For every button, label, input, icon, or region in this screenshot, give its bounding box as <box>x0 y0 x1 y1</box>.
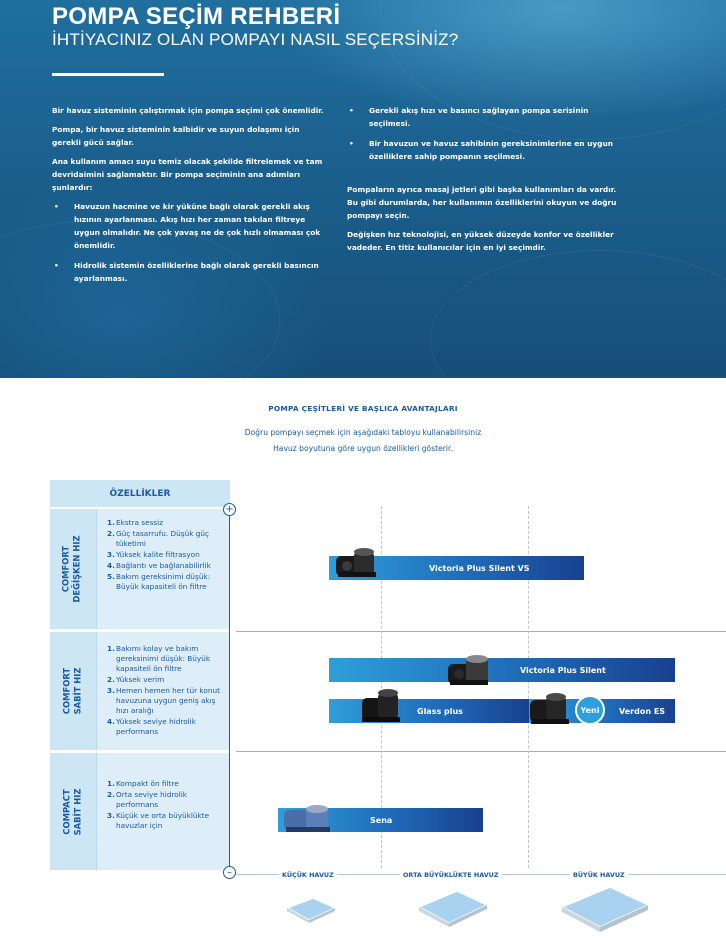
feature-list <box>96 753 230 870</box>
feature-item: 5. Bakım gereksinimi düşük: Büyük kapasiteli ön filtre <box>107 572 211 591</box>
pump-image <box>446 650 492 690</box>
pump-image <box>334 542 380 582</box>
pump-image <box>358 686 404 726</box>
section-description-line: Havuz boyutuna göre uygun özellikleri gösterir. <box>273 444 453 453</box>
medium-pool-icon <box>415 887 491 933</box>
section-title: POMPA ÇEŞİTLERİ VE BAŞLICA AVANTAJLARI <box>268 404 458 413</box>
water-ripple <box>430 250 726 378</box>
group-label <box>50 632 94 750</box>
feature-item: 1. Bakımı kolay ve bakım gereksinimi düşük: Büyük kapasiteli ön filtre <box>107 644 211 673</box>
product-name: Glass plus <box>417 706 463 716</box>
page-title: POMPA SEÇİM REHBERİ <box>52 3 341 30</box>
product-name: Victoria Plus Silent <box>520 665 606 675</box>
group-comfort-fixed <box>50 632 230 750</box>
group-label-line: COMFORT <box>61 667 71 715</box>
product-name: Verdon ES <box>619 706 666 716</box>
minus-icon: – <box>223 866 236 879</box>
intro-paragraph: Pompaların ayrıca masaj jetleri gibi başka kullanımları da vardır. Bu gibi durumlarda, her kullanımın özelliklerini okuyun ve doğru pompayı seçin. <box>347 185 617 220</box>
intro-paragraph: Bir havuz sisteminin çalıştırmak için pompa seçimi çok önemlidir. <box>52 106 324 115</box>
group-divider <box>236 631 726 632</box>
group-label <box>50 509 94 629</box>
feature-item: 3. Yüksek kalite filtrasyon <box>107 550 200 559</box>
pool-size-label-small: KÜÇÜK HAVUZ <box>279 871 337 879</box>
intro-paragraph: Ana kullanım amacı suyu temiz olacak şekilde filtrelemek ve tam devridaimini sağlamaktır. Bir pompa seçiminin ana adımları şunlardır: <box>52 157 323 192</box>
small-pool-icon <box>283 894 339 924</box>
feature-item: 1. Kompakt ön filtre <box>107 779 179 788</box>
intro-bullet: • Gerekli akış hızı ve basıncı sağlayan pompa serisinin seçilmesi. <box>347 104 622 130</box>
intro-bullet: • Hidrolik sistemin özelliklerine bağlı olarak gerekli basıncın ayarlanması. <box>52 259 324 285</box>
feature-item: 2. Güç tasarrufu. Düşük güç tüketimi <box>107 529 210 548</box>
group-label <box>50 753 94 870</box>
group-label-line: COMPACT <box>61 788 71 835</box>
feature-item: 1. Ekstra sessiz <box>107 518 164 527</box>
group-divider <box>236 751 726 752</box>
pool-size-label-large: BÜYÜK HAVUZ <box>570 871 628 879</box>
intro-bullet-list <box>347 104 622 163</box>
feature-item: 2. Yüksek verim <box>107 675 165 684</box>
large-pool-icon <box>558 883 652 937</box>
group-label-line: DEĞİŞKEN HIZ <box>72 535 82 603</box>
feature-item: 3. Küçük ve orta büyüklükte havuzlar için <box>107 811 210 830</box>
page-subtitle: İHTİYACINIZ OLAN POMPAYI NASIL SEÇERSİNİZ? <box>52 30 459 49</box>
pool-size-label-medium: ORTA BÜYÜKLÜKTE HAVUZ <box>400 871 502 879</box>
intro-left-column <box>52 104 324 293</box>
performance-axis <box>229 508 230 874</box>
group-label-line: SABİT HIZ <box>72 788 82 835</box>
intro-right-column <box>347 104 622 260</box>
section-description <box>0 425 726 457</box>
feature-item: 2. Orta seviye hidrolik performans <box>107 790 188 809</box>
feature-item: 3. Hemen hemen her tür konut havuzuna uygun geniş akış hızı aralığı <box>107 686 220 715</box>
pump-image <box>282 798 336 838</box>
product-name: Victoria Plus Silent VS <box>429 563 530 573</box>
new-badge: Yeni <box>575 695 605 725</box>
feature-list <box>96 632 230 750</box>
intro-bullet: • Havuzun hacmine ve kir yüküne bağlı olarak gerekli akış hızının ayarlanması. Akış hızı her zaman takılan filtreye uygun olmalıdır. Ne çok yavaş ne de çok hızlı olmaması çok önemlidir. <box>52 200 324 252</box>
product-bar-victoria-plus-silent <box>329 658 675 682</box>
group-compact-fixed <box>50 753 230 870</box>
section-description-line: Doğru pompayı seçmek için aşağıdaki tabloyu kullanabilirsiniz <box>244 428 482 437</box>
intro-bullet-list <box>52 200 324 285</box>
plus-icon: + <box>223 503 236 516</box>
group-label-line: COMFORT <box>61 545 71 593</box>
feature-list <box>96 509 230 629</box>
hero-banner <box>0 0 726 378</box>
intro-bullet: • Bir havuzun ve havuz sahibinin gereksinimlerine en uygun özelliklere sahip pompanın seçilmesi. <box>347 137 622 163</box>
feature-item: 4. Bağlantı ve bağlanabilirlik <box>107 561 211 570</box>
intro-paragraph: Değişken hız teknolojisi, en yüksek düzeyde konfor ve özellikler vadeder. En titiz kullanıcılar için en iyi seçimdir. <box>347 230 614 252</box>
feature-item: 4. Yüksek seviye hidrolik performans <box>107 717 196 736</box>
features-header: ÖZELLİKLER <box>50 480 230 507</box>
group-label-line: SABİT HIZ <box>72 667 82 715</box>
title-divider <box>52 73 164 76</box>
intro-paragraph: Pompa, bir havuz sisteminin kalbidir ve suyun dolaşımı için gerekli gücü sağlar. <box>52 125 300 147</box>
product-name: Sena <box>370 815 393 825</box>
pump-image <box>528 688 574 728</box>
group-comfort-variable <box>50 509 230 629</box>
